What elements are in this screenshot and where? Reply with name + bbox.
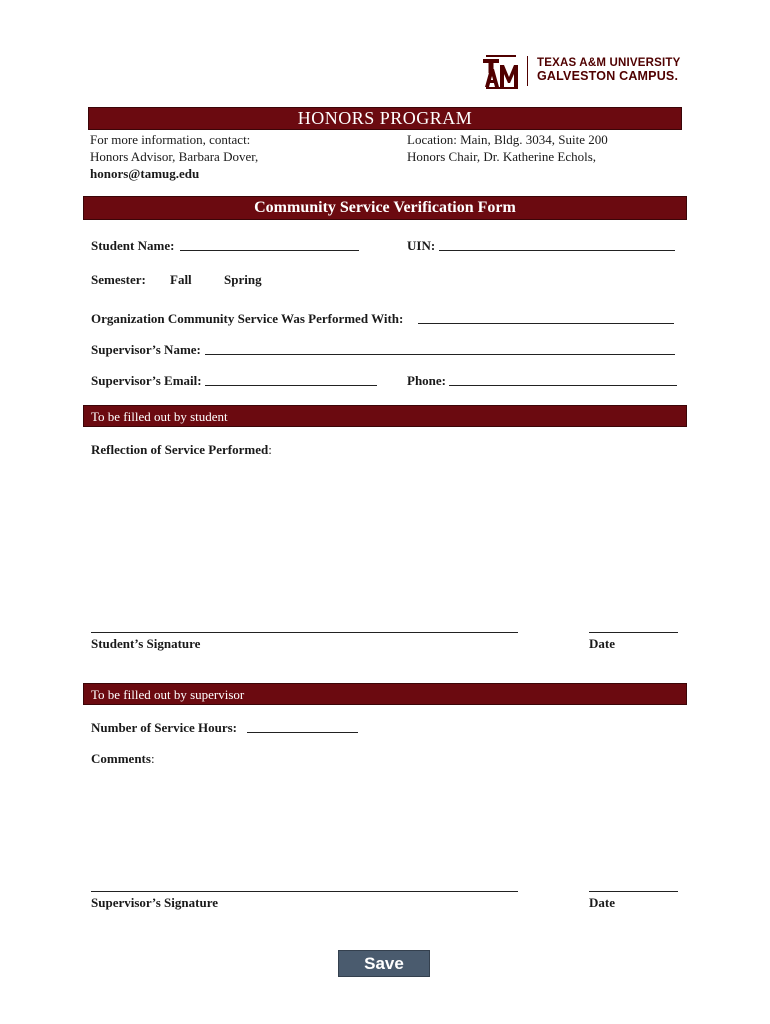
phone-field[interactable] (449, 371, 677, 386)
contact-email: honors@tamug.edu (90, 166, 200, 181)
supervisor-date-line[interactable] (589, 891, 678, 892)
comments-label: Comments (91, 751, 151, 766)
comments-colon: : (150, 751, 155, 766)
program-title: HONORS PROGRAM (297, 108, 473, 128)
semester-label: Semester: (91, 272, 146, 287)
comments-label-wrap (91, 751, 155, 767)
uin-field[interactable] (439, 236, 675, 251)
supervisor-section-banner (83, 683, 687, 705)
supervisor-email-label: Supervisor’s Email: (91, 373, 202, 388)
location-text: Location: Main, Bldg. 3034, Suite 200 (407, 132, 608, 147)
phone-label: Phone: (407, 373, 446, 388)
atm-logo-icon (482, 55, 520, 89)
student-name-label: Student Name: (91, 238, 175, 253)
service-hours-field[interactable] (247, 718, 358, 733)
service-hours-label: Number of Service Hours: (91, 720, 237, 735)
chair-text: Honors Chair, Dr. Katherine Echols, (407, 149, 597, 164)
supervisor-signature-line[interactable] (91, 891, 518, 892)
form-title: Community Service Verification Form (254, 199, 516, 216)
wordmark-line-2: GALVESTON CAMPUS. (537, 69, 679, 83)
student-signature-line[interactable] (91, 632, 518, 633)
reflection-colon: : (268, 442, 272, 457)
student-section-banner (83, 405, 687, 427)
contact-info (90, 131, 258, 182)
form-title-banner (83, 196, 687, 220)
uin-label: UIN: (407, 238, 436, 253)
semester-option-fall[interactable]: Fall (170, 272, 192, 287)
student-date-label: Date (589, 636, 615, 651)
location-info (407, 131, 608, 165)
student-name-field[interactable] (180, 236, 359, 251)
wordmark-line-1: TEXAS A&M UNIVERSITY (537, 57, 681, 69)
reflection-label: Reflection of Service Performed (91, 442, 269, 457)
reflection-area[interactable] (91, 462, 681, 622)
supervisor-section-header: To be filled out by supervisor (91, 687, 245, 702)
comments-area[interactable] (91, 771, 681, 881)
logo-divider (527, 56, 528, 86)
contact-intro: For more information, contact: (90, 132, 251, 147)
supervisor-signature-label: Supervisor’s Signature (91, 895, 218, 910)
organization-field[interactable] (418, 309, 674, 324)
organization-label: Organization Community Service Was Performed With: (91, 311, 404, 326)
university-wordmark (537, 57, 681, 83)
supervisor-date-label: Date (589, 895, 615, 910)
supervisor-email-field[interactable] (205, 371, 377, 386)
save-button[interactable]: Save (338, 950, 430, 977)
student-signature-label: Student’s Signature (91, 636, 201, 651)
supervisor-name-label: Supervisor’s Name: (91, 342, 201, 357)
honors-program-banner (88, 107, 682, 130)
student-date-line[interactable] (589, 632, 678, 633)
semester-option-spring[interactable]: Spring (224, 272, 262, 287)
student-section-header: To be filled out by student (91, 409, 228, 424)
supervisor-name-field[interactable] (205, 340, 675, 355)
reflection-label-wrap (91, 442, 272, 458)
advisor-text: Honors Advisor, Barbara Dover, (90, 149, 259, 164)
